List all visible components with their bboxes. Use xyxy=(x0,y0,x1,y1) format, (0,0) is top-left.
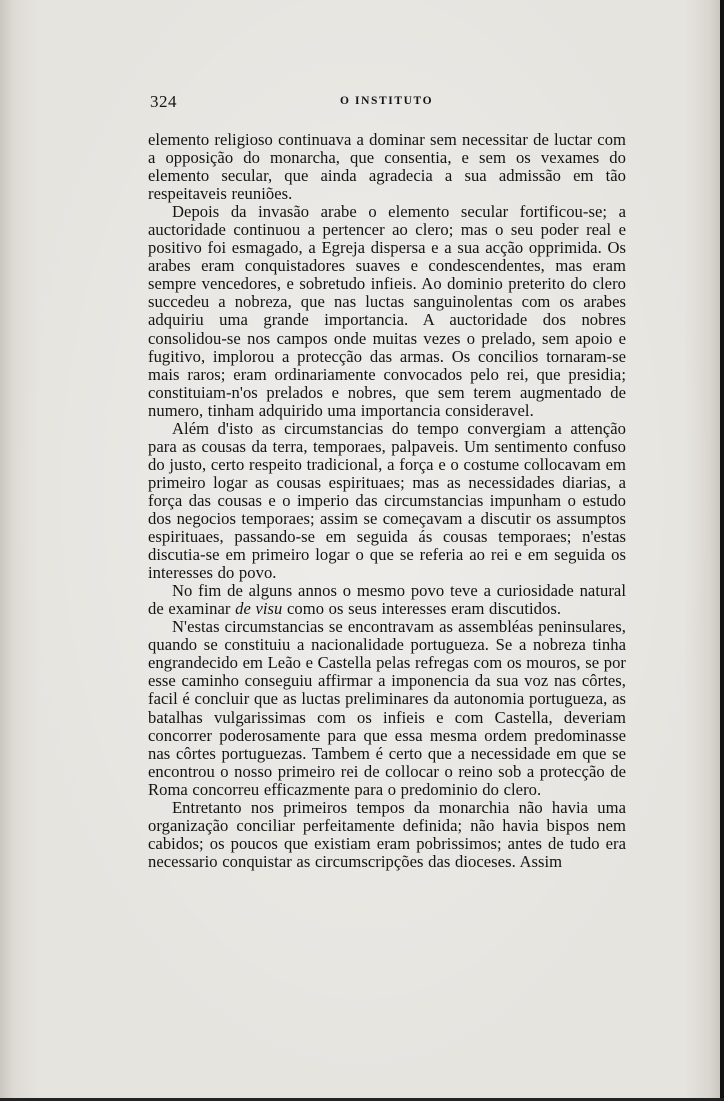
running-head xyxy=(148,92,626,120)
paragraph-text: Entretanto nos primeiros tempos da monarchia não havia uma organização conciliar perfeitamente definida; não havia bispos nem cabidos; os poucos que existiam eram pobrissimos; antes de tudo era necessario conquistar as circumscripções das dioceses. Assim xyxy=(148,797,626,871)
paragraph-text: Além d'isto as circumstancias do tempo convergiam a attenção para as cousas da terra, temporaes, palpaveis. Um sentimento confuso do justo, certo respeito tradicional, a força e o costume collocavam em primeiro logar as cousas espirituaes; mas as necessidades diarias, a força das cousas e o imperio das circumstancias impunham o estudo dos negocios temporaes; assim se começavam a discutir os assumptos espirituaes, passando-se em seguida ás cousas temporaes; n'estas discutia-se em primeiro logar o que se referia ao rei e em seguida os interesses do povo. xyxy=(148,418,626,583)
body-text xyxy=(148,131,626,871)
paragraph-text: elemento religioso continuava a dominar sem necessitar de luctar com a opposição do monarcha, que consentia, e sem os vexames do elemento secular, que ainda agradecia a sua admissão em tão respeitaveis reuniões. xyxy=(148,130,626,204)
paragraph-continuation xyxy=(148,131,626,203)
page-number: 324 xyxy=(150,92,177,111)
latin-phrase: de visu xyxy=(235,599,283,619)
paragraph xyxy=(148,582,626,618)
paragraph xyxy=(148,203,626,420)
paragraph-text: N'estas circumstancias se encontravam as assembléas peninsulares, quando se constituiu a nacionalidade portugueza. Se a nobreza tinha engrandecido em Leão e Castella pelas refregas com os mouros, se por esse caminho conseguiu affirmar a imponencia da sua voz nas côrtes, facil é concluir que as luctas preliminares da autonomia portugueza, as batalhas vulgarissimas com os infieis e com Castella, deveriam concorrer poderosamente para que essa mesma ordem predominasse nas côrtes portuguezas. Tambem é certo que a necessidade em que se encontrou o nosso primeiro rei de collocar o reino sob a protecção de Roma concorreu efficazmente para o predominio do clero. xyxy=(148,617,626,799)
paragraph xyxy=(148,618,626,798)
paragraph-text: No fim de alguns annos o mesmo povo teve a curiosidade natural de examinar xyxy=(148,581,626,619)
journal-title: O INSTITUTO xyxy=(340,95,434,107)
page-content xyxy=(148,92,626,871)
paragraph-text: como os seus interesses eram discutidos. xyxy=(282,599,562,619)
paragraph-text: Depois da invasão arabe o elemento secular fortificou-se; a auctoridade continuou a pertencer ao clero; mas o seu poder real e positivo foi esmagado, a Egreja dispersa e a sua acção opprimida. Os arabes eram conquistadores suaves e condescendentes, mas eram sempre vencedores, e sobretudo infieis. Ao dominio preterito do clero succedeu a nobreza, que nas luctas sanguinolentas com os arabes adquiriu uma grande importancia. A auctoridade dos nobres consolidou-se nos campos onde muitas vezes o prelado, sem apoio e fugitivo, implorou a protecção das armas. Os concilios tornaram-se mais raros; eram ordinariamente convocados pelo rei, que presidia; constituiam-n'os prelados e nobres, que sem terem augmentado de numero, tinham adquirido uma importancia consideravel. xyxy=(148,202,626,420)
paragraph xyxy=(148,420,626,582)
scan-edge-right xyxy=(720,0,724,1101)
paragraph xyxy=(148,799,626,871)
